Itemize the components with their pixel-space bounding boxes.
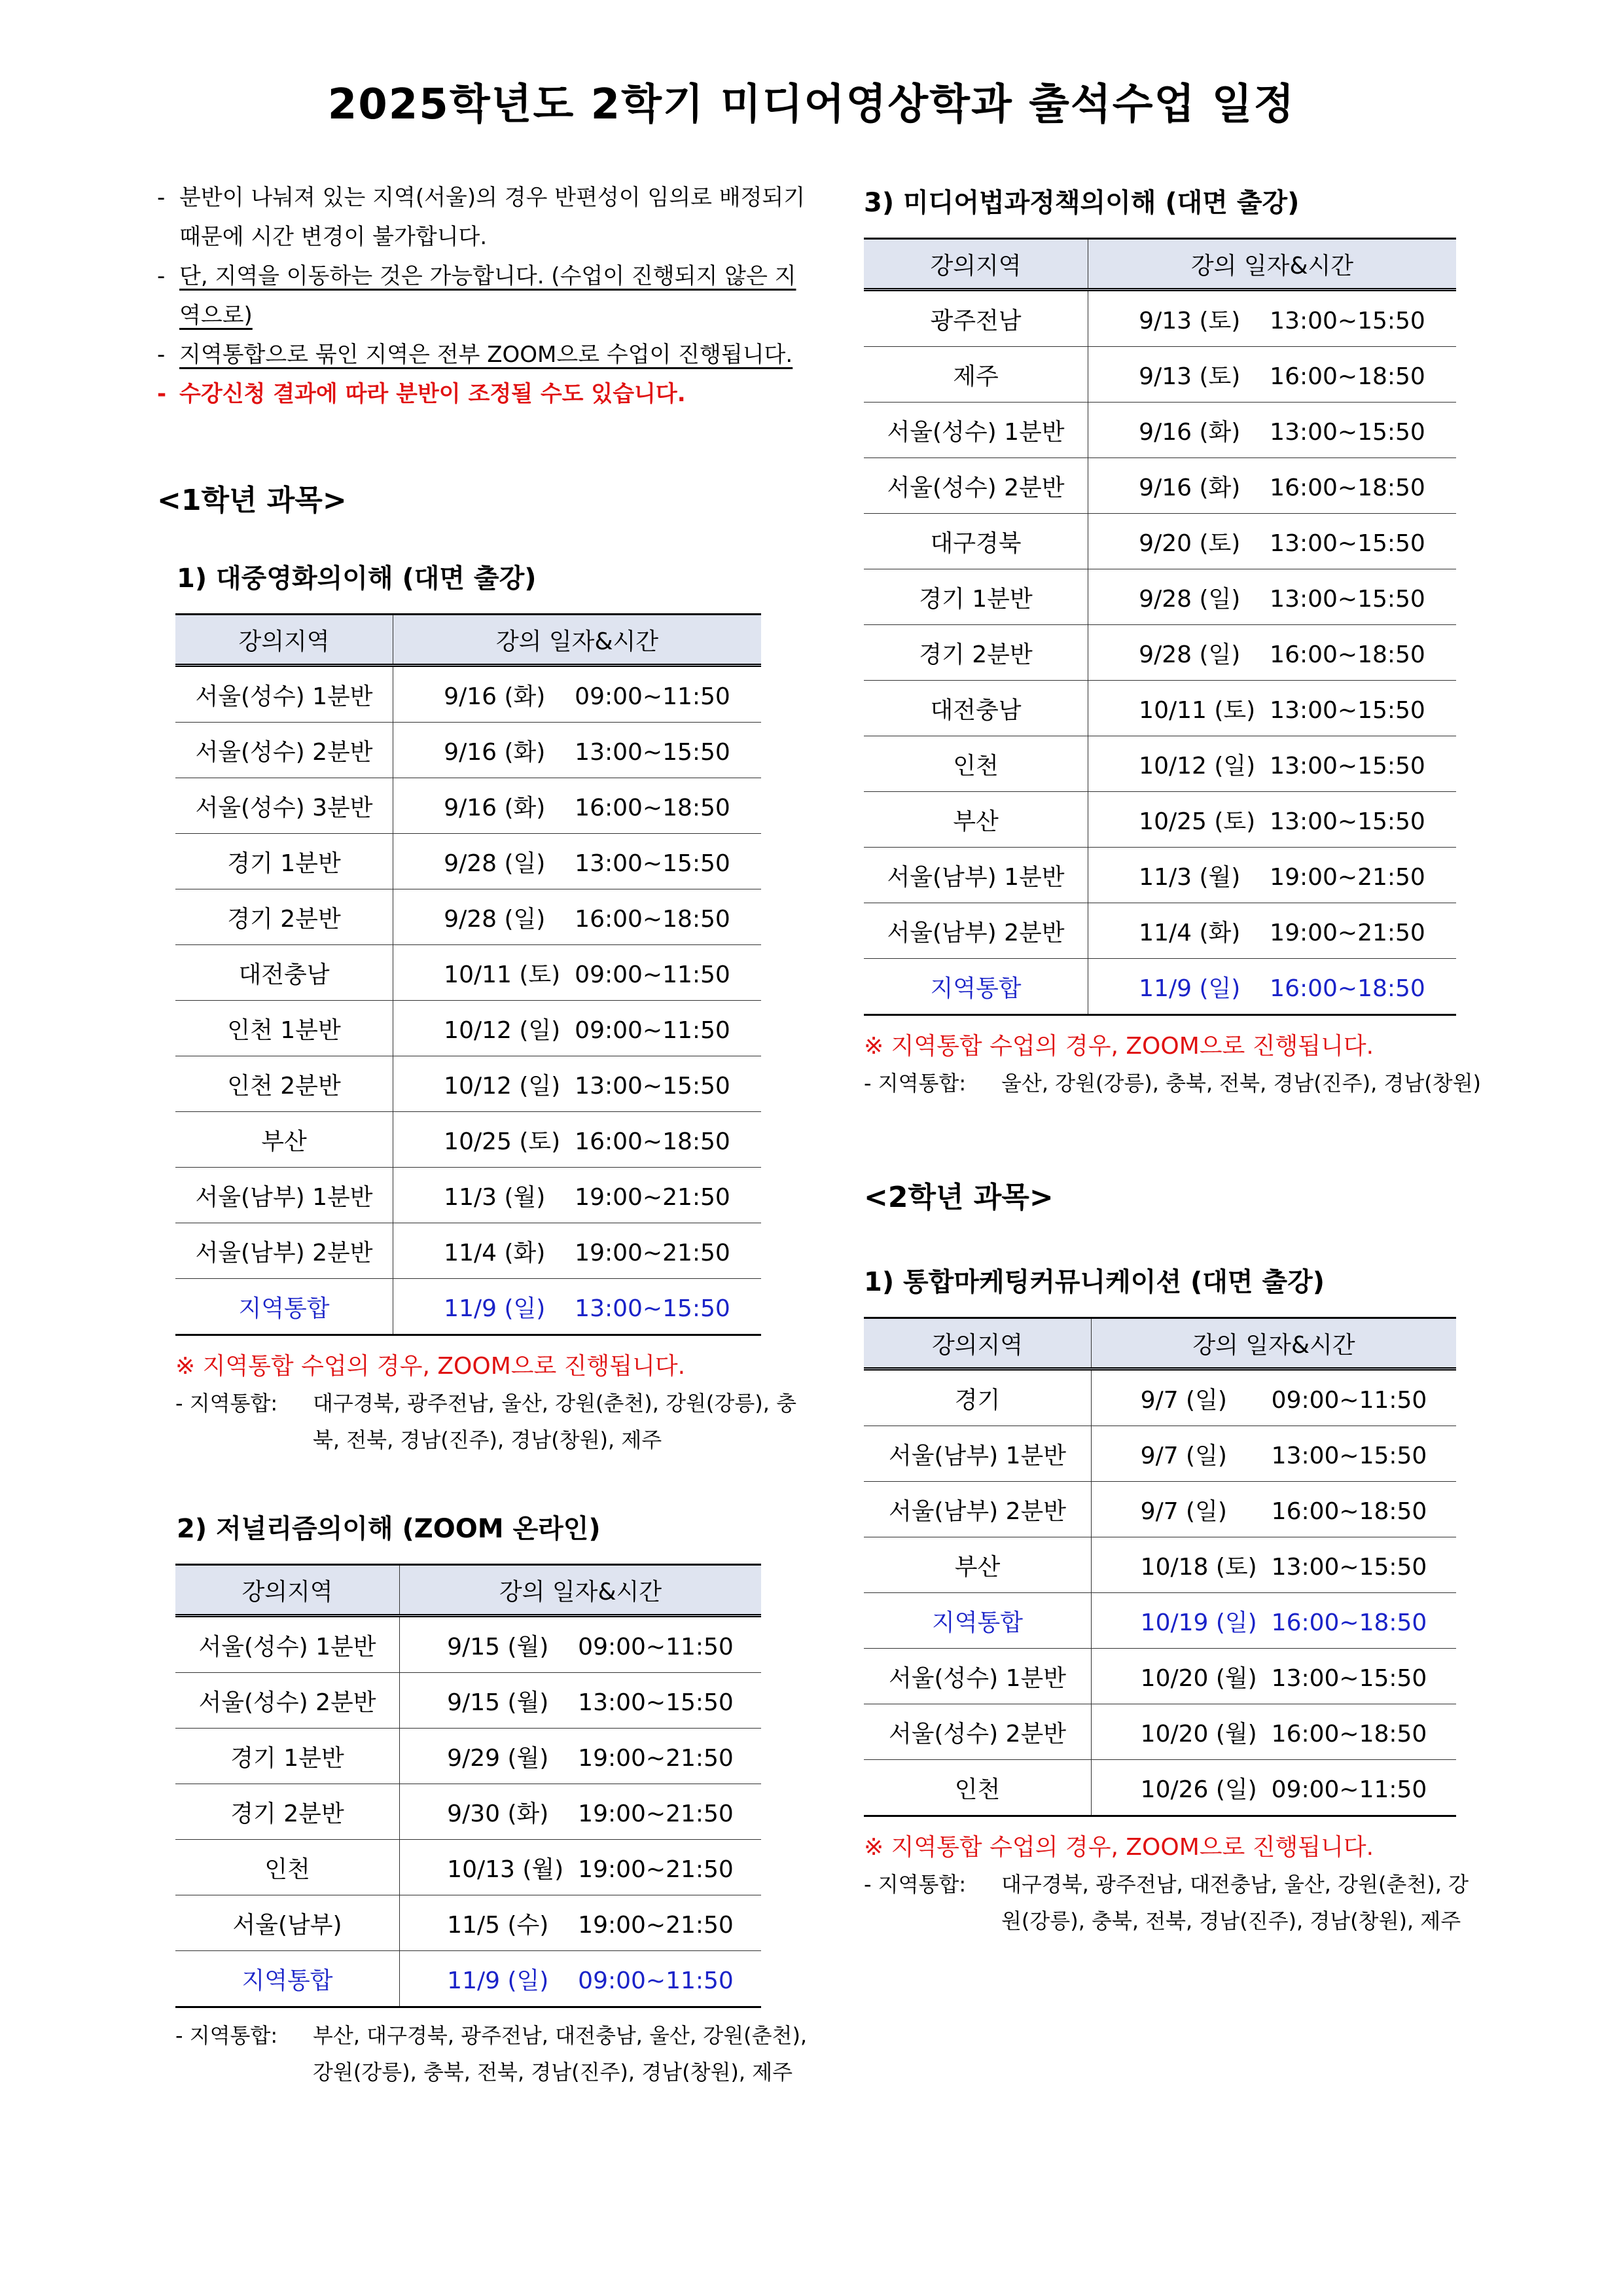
region-list: 대구경북, 광주전남, 울산, 강원(춘천), 강원(강릉), 충북, 전북, 경남(진주), 경남(창원), 제주 [313,1391,796,1452]
cell-region: 대전충남 [864,681,1088,736]
cell-region: 서울(남부) 1분반 [864,848,1088,903]
cell-region: 제주 [864,347,1088,403]
cell-region: 서울(남부) 1분반 [864,1426,1092,1482]
cell-date: 9/13 (토) [1139,363,1241,390]
table-row [864,625,1456,681]
zoom-note: ※ 지역통합 수업의 경우, ZOOM으로 진행됩니다. [864,1834,1374,1861]
cell-datetime [1092,1537,1457,1593]
cell-date: 9/16 (화) [1139,474,1241,501]
header-datetime: 강의 일자&시간 [1092,1318,1457,1369]
region-list: 부산, 대구경북, 광주전남, 대전충남, 울산, 강원(춘천), 강원(강릉), 충북, 전북, 경남(진주), 경남(창원), 제주 [313,2023,808,2085]
course-2-1 [864,1261,1486,1939]
cell-datetime [400,1673,762,1729]
cell-date: 9/16 (화) [444,738,546,766]
cell-date: 9/28 (일) [444,905,546,933]
header-region: 강의지역 [864,239,1088,290]
course-1-1 [157,558,812,1458]
cell-date: 11/9 (일) [1139,975,1241,1002]
cell-date: 11/4 (화) [444,1239,546,1266]
table-row [864,1760,1456,1816]
cell-date: 9/16 (화) [1139,418,1241,446]
cell-date: 9/16 (화) [444,683,546,710]
cell-region: 부산 [175,1112,393,1168]
cell-region: 경기 2분반 [175,889,393,945]
cell-time: 13:00~15:50 [1270,585,1425,613]
region-label-text: 지역통합: [878,1071,967,1096]
cell-date: 9/7 (일) [1140,1386,1227,1414]
cell-region: 서울(성수) 2분반 [864,1704,1092,1760]
cell-date: 9/29 (월) [447,1744,549,1772]
year2-heading: <2학년 과목> [864,1181,1054,1214]
cell-datetime [1092,1649,1457,1704]
cell-time: 13:00~15:50 [1271,1553,1427,1581]
bullet-dash: - [157,263,166,289]
region-label [175,2017,277,2054]
bullet-dash: - [157,185,166,211]
cell-datetime [400,1895,762,1951]
table-row [175,1729,761,1784]
cell-time: 09:00~11:50 [575,683,730,710]
cell-datetime [1088,403,1457,458]
course-1-3 [864,182,1486,1102]
cell-time: 13:00~15:50 [575,1295,730,1322]
course-title: 1) 대중영화의이해 (대면 출강) [177,564,537,594]
cell-region: 서울(성수) 2분반 [175,1673,400,1729]
table-row [864,959,1456,1015]
schedule-table [864,238,1456,1016]
table-row [175,834,761,889]
cell-date: 9/28 (일) [1139,641,1241,668]
cell-region: 경기 [864,1369,1092,1426]
table-row [175,1001,761,1056]
table-row [864,1426,1456,1482]
page-title: 2025학년도 2학기 미디어영상학과 출석수업 일정 [327,81,1296,129]
course-title: 1) 통합마케팅커뮤니케이션 (대면 출강) [864,1267,1325,1297]
table-row [175,1840,761,1895]
cell-datetime [393,723,762,778]
cell-region: 서울(성수) 2분반 [175,723,393,778]
course-1-2 [157,1508,812,2090]
table-row [175,666,761,723]
cell-time: 16:00~18:50 [575,794,730,821]
cell-region: 대구경북 [864,514,1088,569]
table-row [864,514,1456,569]
region-label-text: 지역통합: [189,1391,278,1416]
cell-datetime [1092,1482,1457,1537]
cell-time: 16:00~18:50 [575,905,730,933]
bullet-dash: - [157,381,167,407]
cell-time: 19:00~21:50 [578,1800,734,1827]
header-datetime: 강의 일자&시간 [400,1565,762,1616]
cell-date: 9/28 (일) [444,850,546,877]
cell-date: 10/20 (월) [1140,1664,1257,1692]
region-note [864,1866,1486,1939]
cell-time: 16:00~18:50 [1270,975,1425,1002]
cell-date: 10/11 (토) [1139,696,1256,724]
cell-datetime [1088,347,1457,403]
table-row [864,681,1456,736]
header-datetime: 강의 일자&시간 [1088,239,1457,290]
cell-time: 09:00~11:50 [578,1967,734,1994]
cell-date: 10/19 (일) [1140,1609,1257,1636]
cell-date: 11/4 (화) [1139,919,1241,946]
cell-time: 16:00~18:50 [1271,1609,1427,1636]
table-row [864,1704,1456,1760]
cell-date: 9/15 (월) [447,1633,549,1660]
cell-region: 인천 2분반 [175,1056,393,1112]
cell-date: 11/9 (일) [447,1967,549,1994]
region-label [864,1866,966,1903]
cell-datetime [393,778,762,834]
cell-datetime [400,1729,762,1784]
table-row [175,1223,761,1279]
cell-time: 16:00~18:50 [575,1128,730,1155]
cell-time: 13:00~15:50 [1270,808,1425,835]
cell-datetime [1092,1426,1457,1482]
cell-time: 19:00~21:50 [575,1239,730,1266]
cell-time: 19:00~21:50 [1270,863,1425,891]
cell-time: 09:00~11:50 [575,961,730,988]
cell-region: 부산 [864,1537,1092,1593]
cell-region: 인천 [175,1840,400,1895]
zoom-note: ※ 지역통합 수업의 경우, ZOOM으로 진행됩니다. [175,1353,686,1380]
table-row [175,1056,761,1112]
cell-datetime [393,666,762,723]
course-title: 3) 미디어법과정책의이해 (대면 출강) [864,188,1300,218]
notice-text: 지역통합으로 묶인 지역은 전부 ZOOM으로 수업이 진행됩니다. [179,342,793,368]
table-row [175,1279,761,1335]
cell-time: 09:00~11:50 [575,1016,730,1044]
cell-region: 부산 [864,792,1088,848]
cell-date: 11/3 (월) [1139,863,1241,891]
table-row [175,1895,761,1951]
cell-date: 9/7 (일) [1140,1498,1227,1525]
table-row [864,903,1456,959]
cell-datetime [1088,681,1457,736]
cell-time: 13:00~15:50 [575,850,730,877]
cell-date: 10/25 (토) [444,1128,561,1155]
cell-time: 09:00~11:50 [1271,1386,1427,1414]
cell-region: 서울(남부) [175,1895,400,1951]
cell-date: 10/25 (토) [1139,808,1256,835]
cell-datetime [393,834,762,889]
cell-time: 16:00~18:50 [1271,1720,1427,1748]
region-note [175,1385,812,1458]
region-label-text: 지역통합: [189,2023,278,2048]
cell-date: 9/28 (일) [1139,585,1241,613]
cell-date: 9/20 (토) [1139,529,1241,557]
table-row [175,1784,761,1840]
table-row [864,403,1456,458]
cell-datetime [393,889,762,945]
cell-region: 서울(성수) 2분반 [864,458,1088,514]
cell-region: 서울(성수) 1분반 [864,1649,1092,1704]
cell-region: 경기 1분반 [175,1729,400,1784]
left-column [157,178,812,2090]
cell-date: 10/12 (일) [444,1072,561,1100]
table-row [175,889,761,945]
region-list: 울산, 강원(강릉), 충북, 전북, 경남(진주), 경남(창원) [1001,1071,1482,1096]
cell-time: 19:00~21:50 [578,1744,734,1772]
cell-datetime [400,1840,762,1895]
table-row [864,1369,1456,1426]
cell-datetime [1088,458,1457,514]
region-label [175,1385,277,1422]
cell-time: 16:00~18:50 [1270,363,1425,390]
cell-datetime [1088,959,1457,1015]
cell-region: 인천 [864,736,1088,792]
cell-region: 경기 2분반 [864,625,1088,681]
cell-datetime [400,1784,762,1840]
table-row [175,723,761,778]
cell-date: 10/20 (월) [1140,1720,1257,1748]
cell-time: 19:00~21:50 [578,1911,734,1939]
schedule-table [175,1564,761,2008]
cell-time: 13:00~15:50 [1271,1442,1427,1469]
notice-item-warning [157,374,812,414]
table-row [175,778,761,834]
region-label-text: 지역통합: [878,1872,967,1897]
cell-time: 13:00~15:50 [575,738,730,766]
header-region: 강의지역 [175,615,393,666]
table-row [864,290,1456,347]
header-datetime: 강의 일자&시간 [393,615,762,666]
cell-date: 10/12 (일) [444,1016,561,1044]
cell-time: 13:00~15:50 [1270,307,1425,334]
cell-time: 19:00~21:50 [1270,919,1425,946]
cell-time: 13:00~15:50 [578,1689,734,1716]
cell-datetime [400,1616,762,1673]
cell-date: 11/3 (월) [444,1183,546,1211]
cell-datetime [393,1223,762,1279]
cell-time: 16:00~18:50 [1270,474,1425,501]
cell-region: 대전충남 [175,945,393,1001]
cell-datetime [1092,1760,1457,1816]
table-row [864,1537,1456,1593]
cell-date: 10/12 (일) [1139,752,1256,780]
region-note [864,1065,1486,1102]
cell-datetime [1088,514,1457,569]
cell-region: 인천 [864,1760,1092,1816]
cell-time: 16:00~18:50 [1271,1498,1427,1525]
cell-date: 11/5 (수) [447,1911,549,1939]
cell-date: 11/9 (일) [444,1295,546,1322]
cell-region: 서울(성수) 1분반 [175,666,393,723]
table-row [864,569,1456,625]
table-row [175,945,761,1001]
cell-time: 13:00~15:50 [1270,418,1425,446]
table-row [175,1673,761,1729]
table-row [175,1616,761,1673]
cell-time: 13:00~15:50 [575,1072,730,1100]
notice-item [157,335,812,374]
cell-datetime [393,1279,762,1335]
table-row [864,792,1456,848]
cell-date: 9/13 (토) [1139,307,1241,334]
cell-datetime [1088,792,1457,848]
notice-text: 단, 지역을 이동하는 것은 가능합니다. (수업이 진행되지 않은 지역으로) [179,263,796,329]
cell-region: 경기 2분반 [175,1784,400,1840]
cell-time: 19:00~21:50 [578,1856,734,1883]
notice-item [157,178,812,257]
cell-date: 9/7 (일) [1140,1442,1227,1469]
cell-region: 인천 1분반 [175,1001,393,1056]
cell-region: 경기 1분반 [175,834,393,889]
bullet-dash: - [175,2023,183,2048]
bullet-dash: - [864,1071,872,1096]
notice-list [157,178,812,414]
cell-time: 13:00~15:50 [1270,696,1425,724]
table-row [864,1593,1456,1649]
table-row [864,347,1456,403]
cell-datetime [393,1056,762,1112]
table-row [864,1649,1456,1704]
table-row [864,736,1456,792]
cell-datetime [393,1168,762,1223]
region-list: 대구경북, 광주전남, 대전충남, 울산, 강원(춘천), 강원(강릉), 충북, 전북, 경남(진주), 경남(창원), 제주 [1001,1872,1469,1933]
right-column [864,182,1486,1939]
cell-datetime [1088,290,1457,347]
bullet-dash: - [864,1872,872,1897]
zoom-note: ※ 지역통합 수업의 경우, ZOOM으로 진행됩니다. [864,1033,1374,1060]
cell-time: 13:00~15:50 [1270,529,1425,557]
cell-date: 9/15 (월) [447,1689,549,1716]
cell-time: 13:00~15:50 [1270,752,1425,780]
cell-time: 19:00~21:50 [575,1183,730,1211]
cell-region: 지역통합 [175,1951,400,2007]
table-row [175,1168,761,1223]
schedule-table [175,613,761,1336]
cell-region: 광주전남 [864,290,1088,347]
cell-datetime [1092,1704,1457,1760]
cell-region: 서울(성수) 1분반 [864,403,1088,458]
cell-datetime [400,1951,762,2007]
cell-date: 10/26 (일) [1140,1776,1257,1803]
cell-time: 09:00~11:50 [1271,1776,1427,1803]
cell-region: 서울(성수) 1분반 [175,1616,400,1673]
header-region: 강의지역 [864,1318,1092,1369]
cell-time: 13:00~15:50 [1271,1664,1427,1692]
notice-text: 수강신청 결과에 따라 분반이 조정될 수도 있습니다. [179,381,686,407]
cell-date: 10/11 (토) [444,961,561,988]
cell-datetime [1088,569,1457,625]
course-title: 2) 저널리즘의이해 (ZOOM 온라인) [177,1514,601,1544]
cell-datetime [1088,903,1457,959]
bullet-dash: - [157,342,166,368]
table-row [864,1482,1456,1537]
cell-region: 경기 1분반 [864,569,1088,625]
cell-region: 지역통합 [175,1279,393,1335]
cell-date: 9/16 (화) [444,794,546,821]
table-row [175,1951,761,2007]
cell-region: 지역통합 [864,1593,1092,1649]
header-region: 강의지역 [175,1565,400,1616]
cell-datetime [1092,1369,1457,1426]
region-label [864,1065,966,1102]
year1-heading: <1학년 과목> [157,484,347,517]
table-row [175,1112,761,1168]
cell-datetime [1088,736,1457,792]
cell-region: 서울(남부) 2분반 [175,1223,393,1279]
cell-time: 16:00~18:50 [1270,641,1425,668]
table-row [864,848,1456,903]
cell-date: 10/13 (월) [447,1856,564,1883]
cell-datetime [393,945,762,1001]
cell-datetime [393,1001,762,1056]
cell-date: 9/30 (화) [447,1800,549,1827]
cell-datetime [1088,625,1457,681]
cell-time: 09:00~11:50 [578,1633,734,1660]
region-note [175,2017,812,2090]
cell-datetime [393,1112,762,1168]
schedule-table [864,1317,1456,1817]
bullet-dash: - [175,1391,183,1416]
cell-region: 서울(남부) 1분반 [175,1168,393,1223]
notice-text: 분반이 나눠져 있는 지역(서울)의 경우 반편성이 임의로 배정되기 때문에 시간 변경이 불가합니다. [179,185,806,250]
cell-datetime [1088,848,1457,903]
notice-item [157,257,812,335]
cell-region: 서울(성수) 3분반 [175,778,393,834]
table-row [864,458,1456,514]
cell-region: 서울(남부) 2분반 [864,903,1088,959]
cell-region: 지역통합 [864,959,1088,1015]
cell-datetime [1092,1593,1457,1649]
cell-date: 10/18 (토) [1140,1553,1257,1581]
cell-region: 서울(남부) 2분반 [864,1482,1092,1537]
